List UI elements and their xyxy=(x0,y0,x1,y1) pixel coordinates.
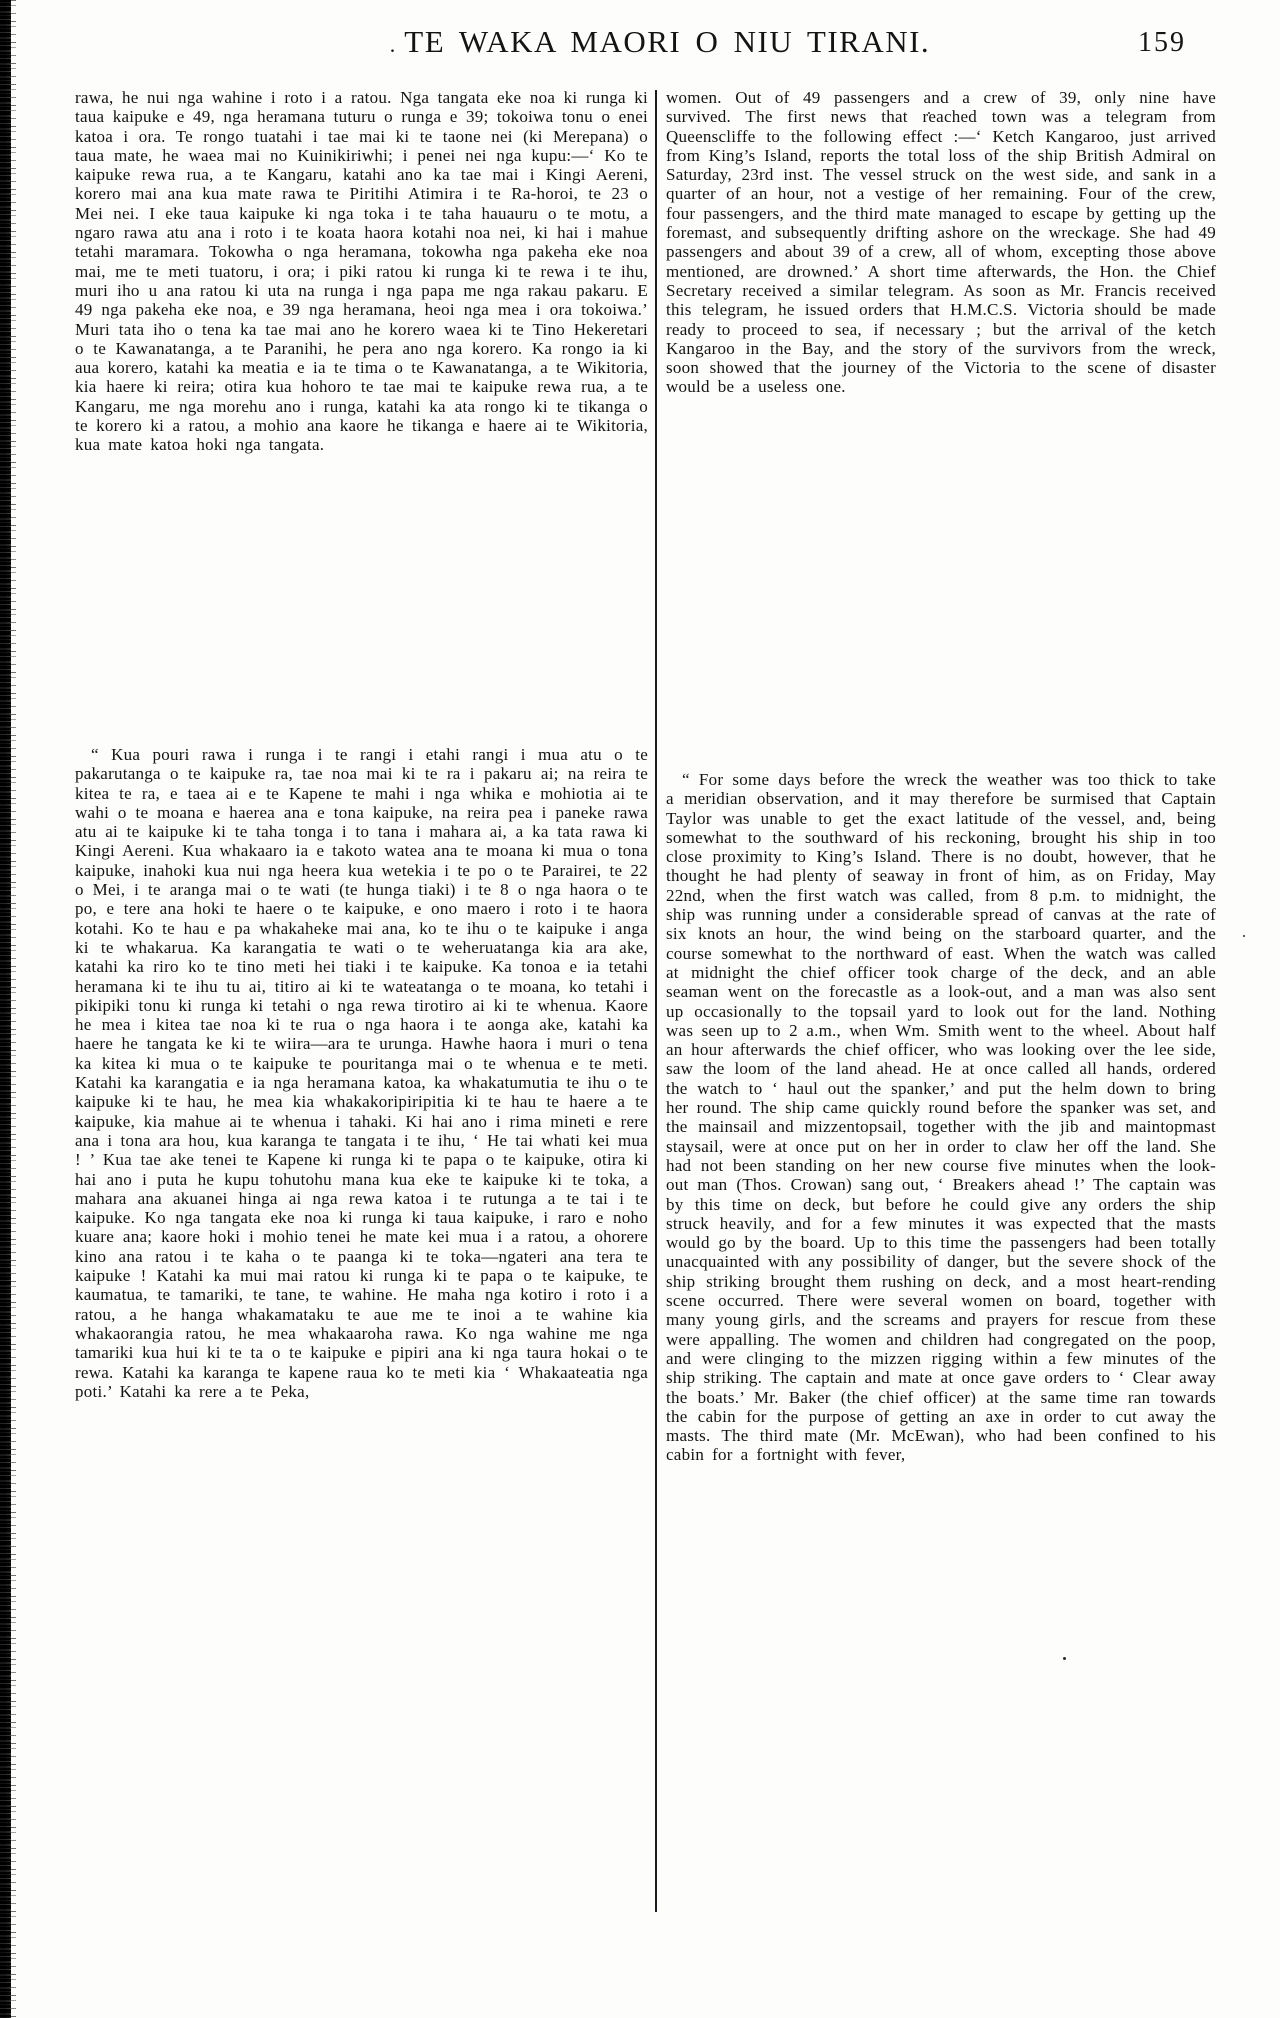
column-divider-rule xyxy=(655,90,657,1912)
masthead xyxy=(100,24,1220,60)
right-column-english xyxy=(666,88,1216,1928)
scan-gutter-artifact xyxy=(0,0,11,2018)
page-number: 159 xyxy=(1138,27,1186,58)
maori-paragraph-continuation: rawa, he nui nga wahine i roto i a ratou. Nga tangata eke noa ki runga ki taua kaipuke e 49, nga heramana tuturu o runga e 39; tokoiwa tonu o enei katoa i ora. Te rongo tuatahi i tae mai ki te taone nei (ki Merepana) o taua mate, he waea mai no Kuinikiriwhi; i penei nei nga kupu:—‘ Ko te kaipuke rewa rua, a te Kangaru, katahi ano ka tae mai i Kingi Aereni, korero mai ana kua mate rawa te Piritihi Atimira i te Ra-horoi, te 23 o Mei nei. I eke taua kaipuke ki nga toka i te taha hauauru o te motu, a ngaro rawa atu ana i roto i te koata haora kotahi noa nei, ki hai i mahue tetahi maramara. Tokowha o nga heramana, tokowha nga pakeha eke noa mai, me te meti tuatoru, i ora; i piki ratou ki runga ki te rewa i te ihu, muri iho u ana ratou ki uta na runga i nga papa me nga rakau pakaru. E 49 nga pakeha eke noa, e 39 nga heramana, heoi nga mea i ora tokoiwa.’ Muri tata iho o tena ka tae mai ano he korero waea ki te Tino Hekeretari o te Kawanatanga, a te Paranihi, he pera ano nga korero. Ka rongo ia ki aua korero, katahi ka meatia e ia te tima o te Kawanatanga, a te Wikitoria, kia haere ki reira; otira kua hohoro te tae mai te kaipuke rewa rua, a te Kangaru, me nga morehu ano i runga, katahi ka ata rongo ki te tikanga o te korero ki a ratou, a mohio ana kaore he tikanga e haere ai te Wikitoria, kua mate katoa hoki nga tangata. xyxy=(75,88,648,455)
left-column-maori xyxy=(75,88,648,1928)
english-paragraph-quote: “ For some days before the wreck the weather was too thick to take a meridian observation, and it may therefore be surmised that Captain Taylor was unable to get the exact latitude of the vessel, and, being somewhat to the southward of his reckoning, brought his ship in too close proximity to King’s Island. There is no doubt, however, that he thought he had plenty of seaway in front of him, as on Friday, May 22nd, when the first watch was called, from 8 p.m. to midnight, the ship was running under a considerable spread of canvas at the rate of six knots an hour, the wind being on the starboard quarter, and the course somewhat to the northward of east. When the watch was called at midnight the chief officer took charge of the deck, and an able seaman went on the forecastle as a look-out, and a man was also sent up occasionally to the topsail yard to look out for the land. Nothing was seen up to 2 a.m., when Wm. Smith went to the wheel. About half an hour afterwards the chief officer, who was looking over the lee side, saw the loom of the land ahead. He at once called all hands, ordered the watch to ‘ haul out the spanker,’ and put the helm down to bring her round. The ship came quickly round before the spanker was set, and the mainsail and mizzentopsail, together with the jib and maintopmast staysail, were at once put on her in order to claw her off the land. She had not been standing on her new course five minutes when the look-out man (Thos. Crowan) sang out, ‘ Breakers ahead !’ The captain was by this time on deck, but before he could give any orders the ship struck heavily, and for a few minutes it was expected that the masts would go by the board. Up to this time the passengers had been totally unacquainted with any possibility of danger, but the severe shock of the ship striking brought them rushing on deck, and a most heart-rending scene occurred. There were several women on board, together with many young girls, and the screams and prayers for rescue from these were appalling. The women and children had congregated on the poop, and were clinging to the mizzen rigging within a few minutes of the ship striking. The captain and mate at once gave orders to ‘ Clear away the boats.’ Mr. Baker (the chief officer) at the same time ran towards the cabin for the purpose of getting an axe in order to cut away the masts. The third mate (Mr. McEwan), who had been confined to his cabin for a fortnight with fever, xyxy=(666,770,1216,1465)
scan-dot-artifact: . xyxy=(389,32,396,57)
page-title: TE WAKA MAORI O NIU TIRANI. xyxy=(404,24,931,59)
maori-paragraph-quote: “ Kua pouri rawa i runga i te rangi i etahi rangi i mua atu o te pakarutanga o te kaipuke ra, tae noa mai ki te ra i pakaru ai; na reira te kitea te ra, e taea ai e te Kapene te mahi i nga whika e mohiotia ai te wahi o te moana e haerea ana e tona kaipuke, na reira pea i paneke rawa atu ai te kaipuke ki te taha tonga i to tana i mahara ai, a ka tata rawa ki Kingi Aereni. Kua whakaaro ia e takoto watea ana te moana ki mua o tona kaipuke, inahoki kua nui nga heera kua wetekia i te po o te Parairei, te 22 o Mei, i te aranga mai o te wati (te hunga tiaki) i te 8 o nga haora o te po, e tere ana hoki te haere o te kaipuke, e ono maero i roto i te haora kotahi. Ko te hau e pa whakaheke mai ana, ko te ihu o te kaipuke i anga ki te whakarua. Ka karangatia te wati o te weheruatanga kia ara ake, katahi ka riro ko te tino meti hei tiaki i te kaipuke. Ka tonoa e ia tetahi heramana ki te ihu tu ai, titiro ai ki te wateatanga o te moana, ko tetahi i pikipiki tonu ki runga ki tetahi o nga rewa tirotiro ai ki te whenua. Kaore he mea i kitea tae noa ki te rua o nga haora i te aonga ake, katahi ka haere he tangata ke ki te wiira—ara te urunga. Hawhe haora i muri o tena ka kitea ki mua o te kaipuke te pouritanga mai o te whenua e te meti. Katahi ka karangatia e ia nga heramana katoa, ka whakatumutia te ihu o te kaipuke ki te hau, he mea kia whakakoripiripitia ki te hau te haere a te kaipuke, kia mahue ai te whenua i tahaki. Ki hai ano i rima mineti e rere ana i tona ara hou, kua karanga te tangata i te ihu, ‘ He tai whati kei mua ! ’ Kua tae ake tenei te Kapene ki runga ki te papa o te kaipuke, otira ki hai ano i puta he kupu tohutohu mana kua eke te kaipuke ki te toka, a mahara ana akuanei hinga ai nga rewa katoa i te rutunga a te tai i te kaipuke. Ko nga tangata eke noa ki runga ki taua kaipuke, i raro e noho kuare ana; kaore hoki i mohio tenei he mate kei mua i a ratou, a ohorere kino ana ratou i te kaha o te paanga ki te toka—ngateri ana tera te kaipuke ! Katahi ka mui mai ratou ki runga ki te papa o te kaipuke, te kaumatua, te tamariki, te tane, te wahine. He maha nga kotiro i roto i a ratou, a he hanga whakamataku te aue me te inoi a te wahine kia whakaorangia ratou, he mea whakaaroha rawa. Ko nga wahine me nga tamariki kua hui ki te ta o te kaipuke e pipiri ana ki nga taura hokai o te rewa. Katahi ka karanga te kapene raua ko te meti kia ‘ Whakaateatia nga poti.’ Katahi ka rere a te Peka, xyxy=(75,745,648,1401)
ink-speck xyxy=(1243,935,1245,937)
english-paragraph-continuation: women. Out of 49 passengers and a crew of 39, only nine have survived. The first news that reached town was a telegram from Queenscliffe to the following effect :—‘ Ketch Kangaroo, just arrived from King’s Island, reports the total loss of the ship British Admiral on Saturday, 23rd inst. The vessel struck on the west side, and sank in a quarter of an hour, not a vestige of her remaining. Four of the crew, four passengers, and the third mate managed to escape by getting up the foremast, and subsequently drifting ashore on the wreckage. She had 49 passengers and about 39 of a crew, all of whom, excepting those above mentioned, are drowned.’ A short time afterwards, the Hon. the Chief Secretary received a similar telegram. As soon as Mr. Francis received this telegram, he issued orders that H.M.C.S. Victoria should be made ready to proceed to sea, if necessary ; but the arrival of the ketch Kangaroo in the Bay, and the story of the survivors from the wreck, soon showed that the journey of the Victoria to the scene of disaster would be a useless one. xyxy=(666,88,1216,397)
